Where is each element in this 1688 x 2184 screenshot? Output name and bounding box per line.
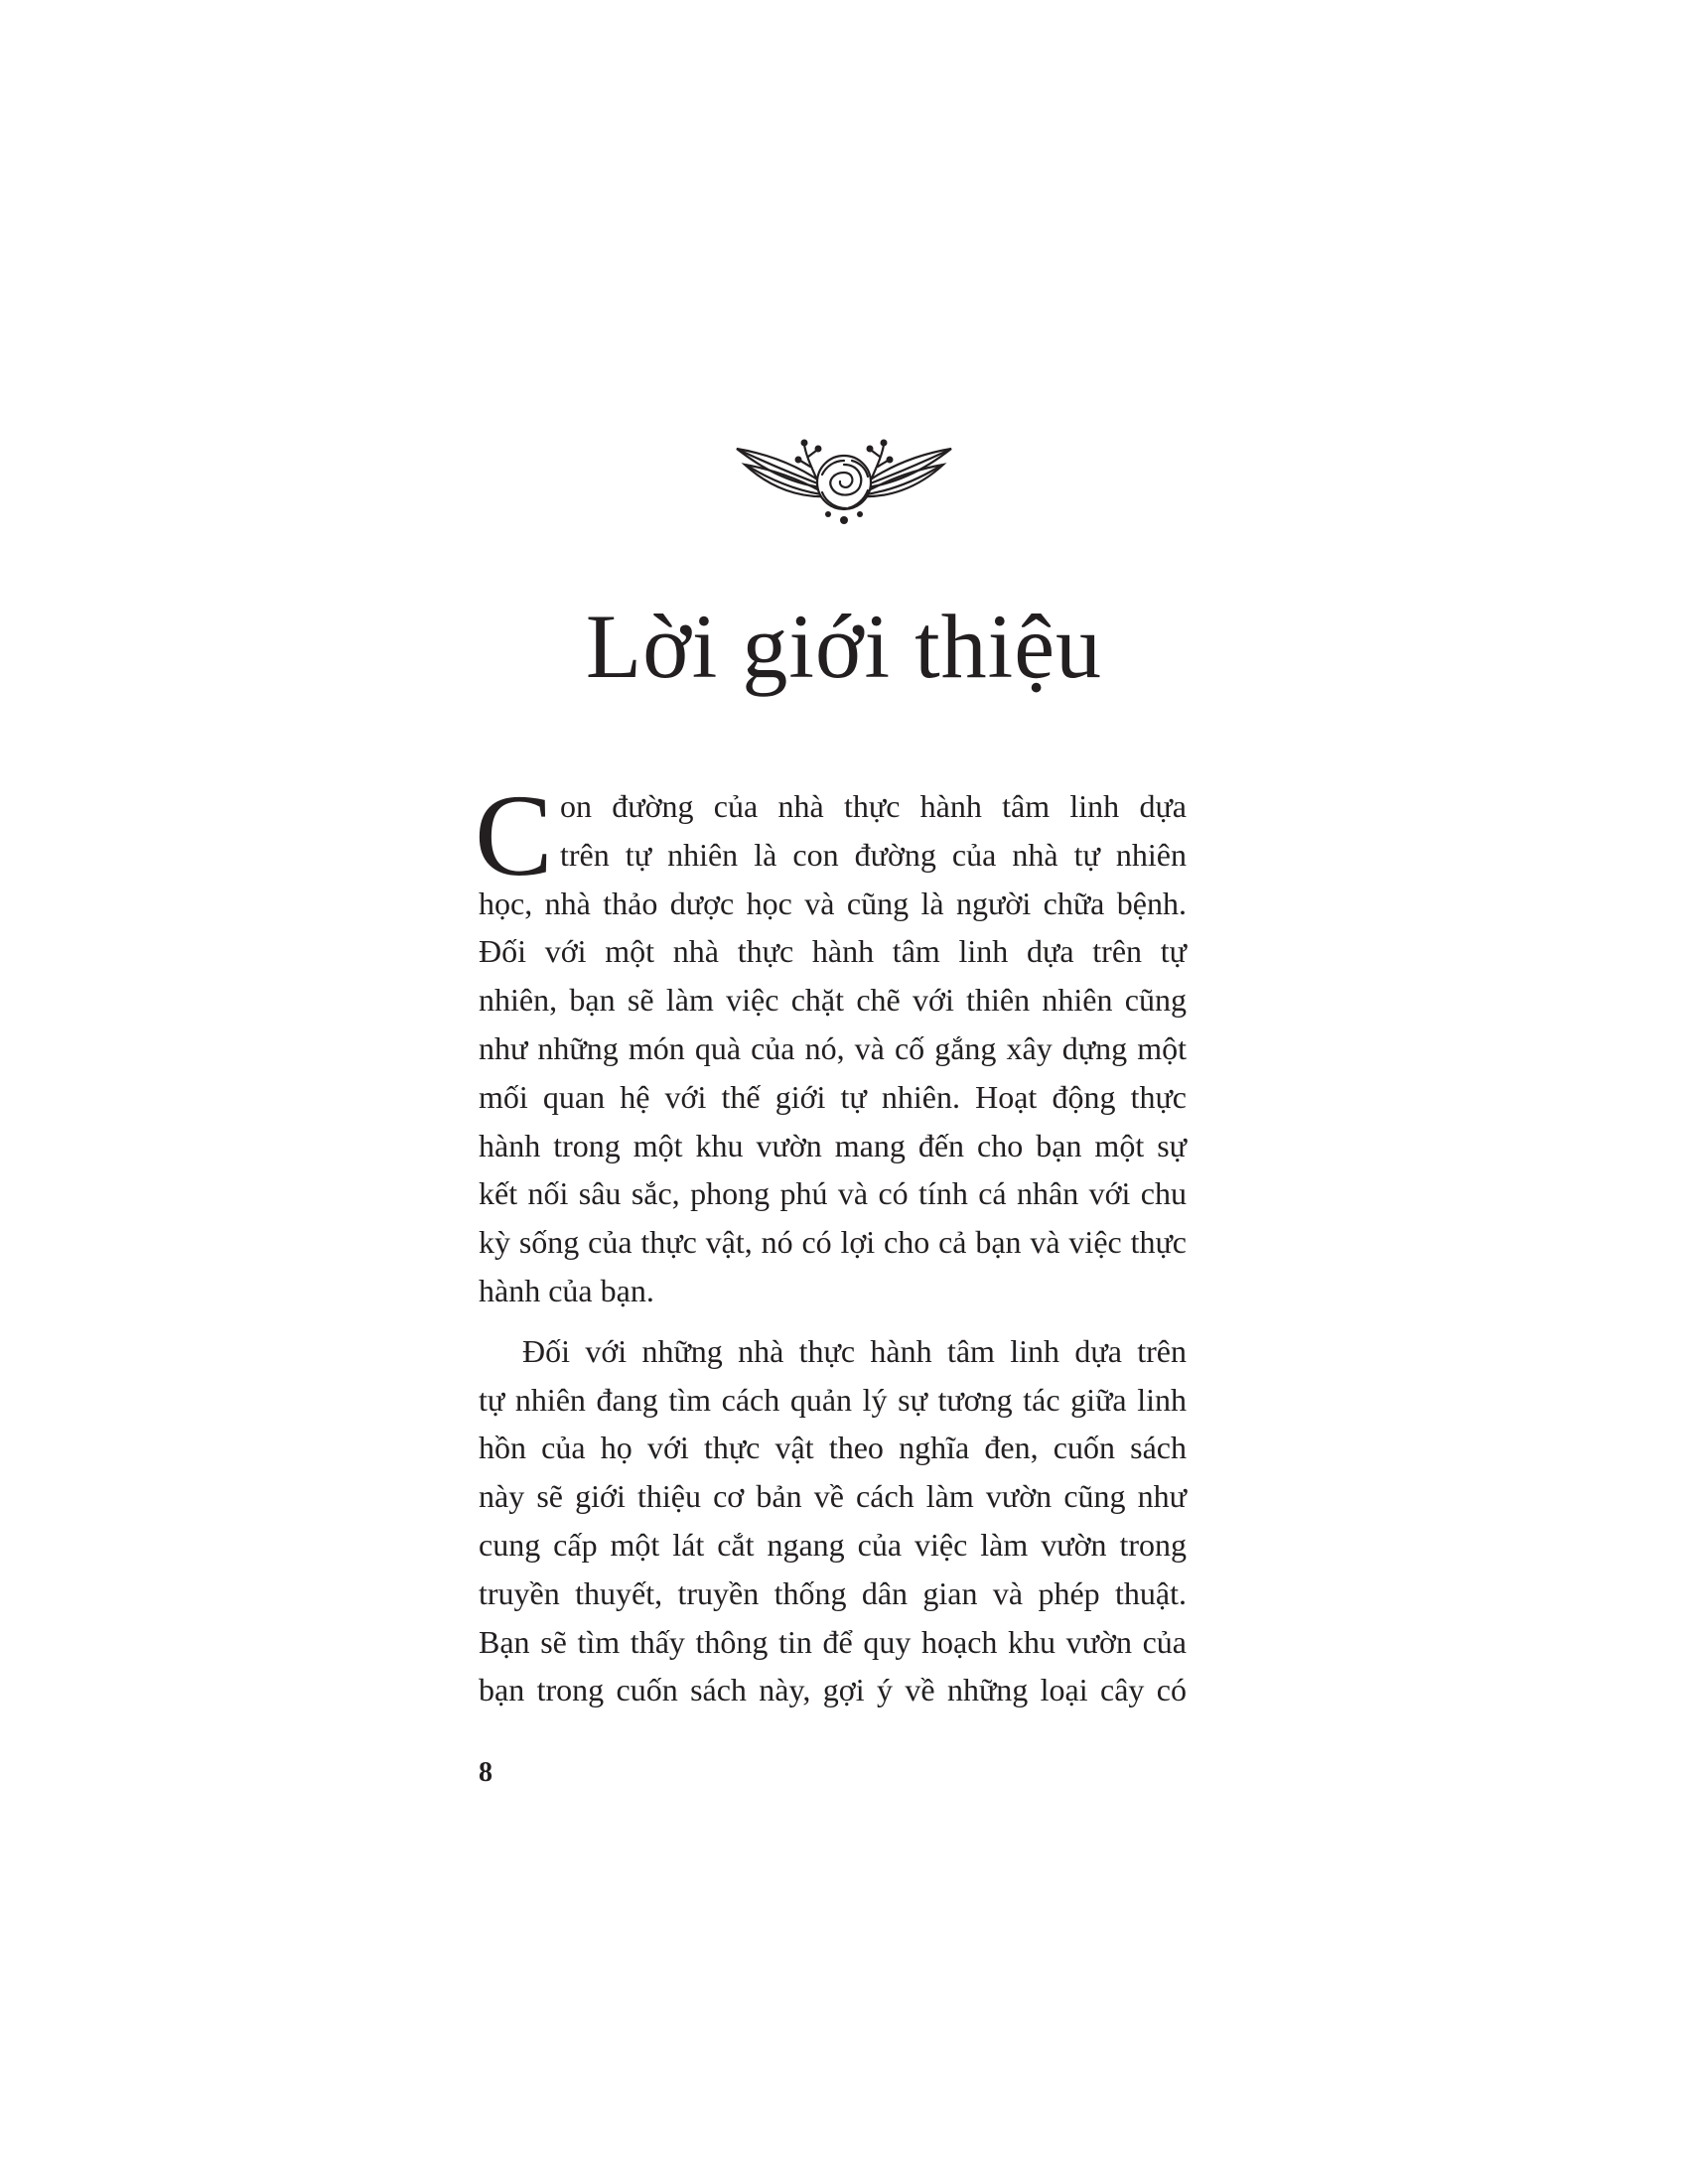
text-line: kết nối sâu sắc, phong phú và có tính cá nhân với chu [479, 1175, 1187, 1212]
text-line: học, nhà thảo dược học và cũng là người chữa bệnh. [479, 885, 1187, 921]
text-line: hành của bạn. [479, 1272, 654, 1308]
text-line: tự nhiên đang tìm cách quản lý sự tương tác giữa linh [479, 1381, 1187, 1418]
paragraph-gap [479, 1315, 1187, 1327]
dropcap-indented-lines [560, 782, 1187, 880]
text-line: cung cấp một lát cắt ngang của việc làm vườn trong [479, 1526, 1187, 1563]
paragraph-1 [475, 770, 1187, 1315]
text-line: như những món quà của nó, và cố gắng xây dựng một [479, 1029, 1187, 1066]
text-line: mối quan hệ với thế giới tự nhiên. Hoạt động thực [479, 1078, 1187, 1115]
text-line: nhiên, bạn sẽ làm việc chặt chẽ với thiên nhiên cũng [479, 982, 1187, 1019]
text-line: kỳ sống của thực vật, nó có lợi cho cả bạn và việc thực [479, 1224, 1187, 1261]
text-line: trên tự nhiên là con đường của nhà tự nhiên [560, 836, 1187, 873]
text-line: hồn của họ với thực vật theo nghĩa đen, cuốn sách [479, 1430, 1187, 1466]
text-line: này sẽ giới thiệu cơ bản về cách làm vườn cũng như [479, 1478, 1187, 1515]
text-line: hành trong một khu vườn mang đến cho bạn một sự [479, 1127, 1187, 1163]
text-line: Đối với một nhà thực hành tâm linh dựa trên tự [479, 933, 1187, 970]
page-title: Lời giới thiệu [585, 596, 1103, 697]
text-line: on đường của nhà thực hành tâm linh dựa [560, 788, 1187, 824]
dropcap: C [475, 770, 553, 900]
page-number: 8 [479, 1757, 492, 1788]
text-line: truyền thuyết, truyền thống dân gian và phép thuật. [479, 1574, 1187, 1611]
text-line: Đối với những nhà thực hành tâm linh dựa trên [522, 1332, 1187, 1369]
text-line: Bạn sẽ tìm thấy thông tin để quy hoạch khu vườn của [479, 1623, 1187, 1660]
text-line: bạn trong cuốn sách này, gợi ý về những loại cây có [479, 1672, 1187, 1708]
paragraph-2 [479, 1327, 1187, 1714]
floral-flourish-icon [735, 431, 953, 530]
body-text [475, 770, 1187, 1714]
